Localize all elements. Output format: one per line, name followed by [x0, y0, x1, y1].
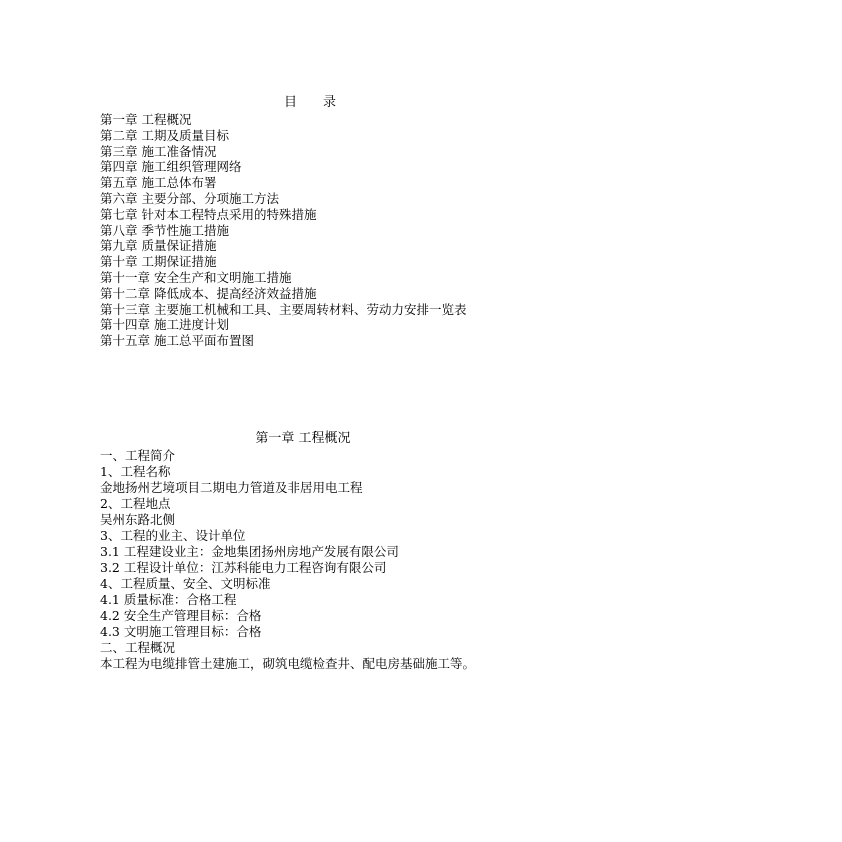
toc-title: 目 录: [283, 95, 336, 110]
toc-item: 第二章 工期及质量目标: [100, 127, 229, 143]
toc-item: 第十三章 主要施工机械和工具、主要周转材料、劳动力安排一览表: [100, 301, 467, 317]
toc-item: 第八章 季节性施工措施: [100, 222, 229, 238]
body-text: 金地扬州艺境项目二期电力管道及非居用电工程: [100, 480, 363, 495]
chapter-body: [100, 448, 475, 672]
body-text: 吴州东路北侧: [100, 512, 176, 527]
section-heading: 一、工程简介: [100, 448, 176, 463]
toc-list: [100, 112, 466, 349]
toc-item: 第三章 施工准备情况: [100, 143, 217, 159]
body-text: 4.1 质量标准：合格工程: [100, 592, 237, 607]
toc-item: 第九章 质量保证措施: [100, 238, 217, 254]
toc-item: 第五章 施工总体布署: [100, 175, 217, 191]
toc-item: 第四章 施工组织管理网络: [100, 159, 242, 175]
toc-item: 第六章 主要分部、分项施工方法: [100, 190, 279, 206]
chapter-title: 第一章 工程概况: [255, 431, 351, 446]
toc-item: 第七章 针对本工程特点采用的特殊措施: [100, 206, 317, 222]
subsection-heading: 4、工程质量、安全、文明标准: [100, 576, 271, 591]
toc-item: 第十一章 安全生产和文明施工措施: [100, 269, 292, 285]
toc-item: 第十二章 降低成本、提高经济效益措施: [100, 285, 317, 301]
toc-item: 第十四章 施工进度计划: [100, 317, 229, 333]
toc-item: 第十五章 施工总平面布置图: [100, 333, 254, 349]
body-text: 3.2 工程设计单位：江苏科能电力工程咨询有限公司: [100, 560, 387, 575]
body-text: 4.2 安全生产管理目标：合格: [100, 608, 262, 623]
subsection-heading: 3、工程的业主、设计单位: [100, 528, 246, 543]
section-heading: 二、工程概况: [100, 640, 176, 655]
body-text: 3.1 工程建设业主：金地集团扬州房地产发展有限公司: [100, 544, 399, 559]
subsection-heading: 1、工程名称: [100, 464, 171, 479]
toc-item: 第十章 工期保证措施: [100, 254, 217, 270]
body-text: 4.3 文明施工管理目标：合格: [100, 624, 262, 639]
toc-item: 第一章 工程概况: [100, 112, 192, 127]
body-text: 本工程为电缆排管土建施工，砌筑电缆检查井、配电房基础施工等。: [100, 656, 476, 671]
subsection-heading: 2、工程地点: [100, 496, 171, 511]
